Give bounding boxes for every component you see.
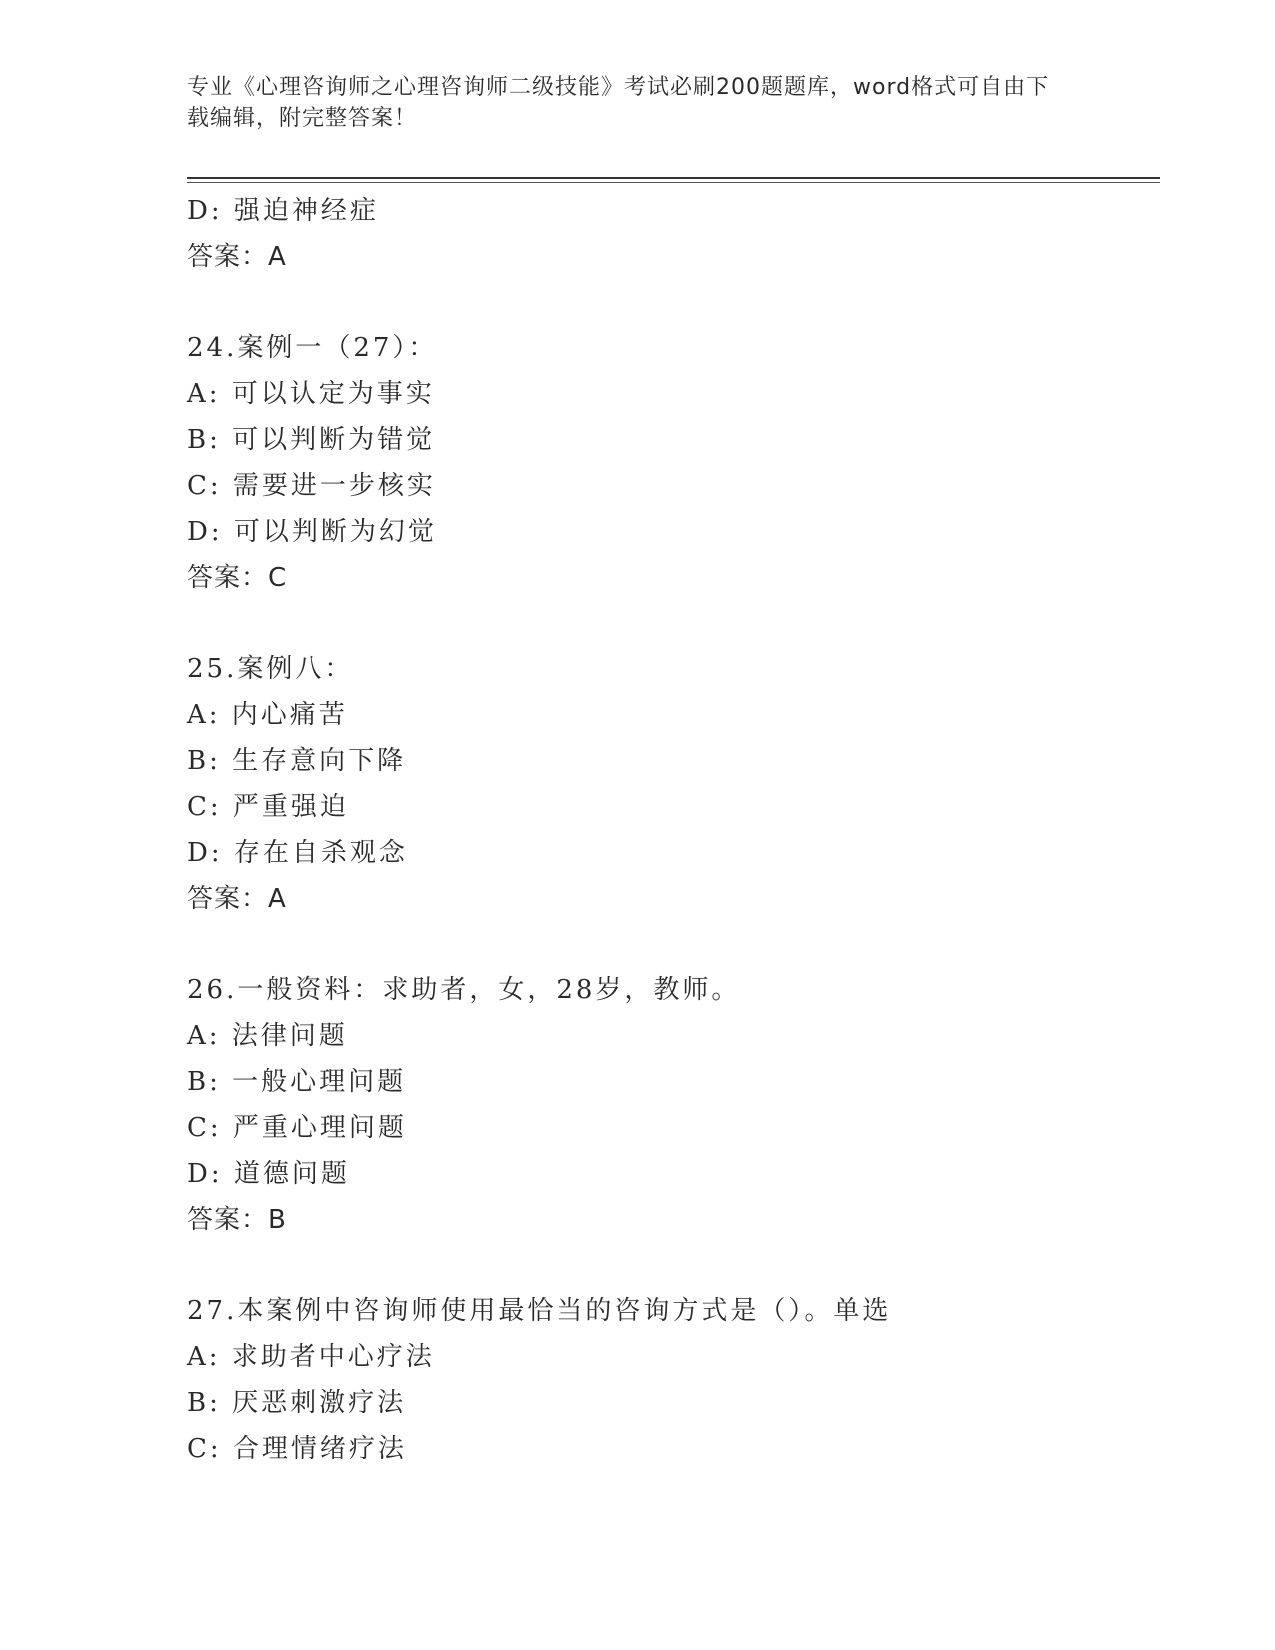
option-c: C: 合理情绪疗法 — [187, 1434, 407, 1464]
header-rule-thick — [187, 177, 1160, 179]
question-stem: 27.本案例中咨询师使用最恰当的咨询方式是（）。单选 — [187, 1296, 892, 1326]
option-a: A: 内心痛苦 — [187, 700, 348, 730]
option-a: A: 法律问题 — [187, 1021, 348, 1051]
option-b: B: 生存意向下降 — [187, 746, 407, 776]
answer-line: 答案：A — [187, 242, 287, 272]
header-rule-thin — [187, 182, 1160, 183]
question-list — [187, 188, 1147, 1472]
answer-line: 答案：B — [187, 1205, 287, 1235]
option-c: C: 严重心理问题 — [187, 1113, 407, 1143]
option-c: C: 严重强迫 — [187, 792, 349, 822]
option-d: D: 道德问题 — [187, 1159, 350, 1189]
option-d: D: 可以判断为幻觉 — [187, 517, 437, 547]
option-b: B: 厌恶刺激疗法 — [187, 1388, 407, 1418]
answer-line: 答案：A — [187, 884, 287, 914]
option-b: B: 一般心理问题 — [187, 1067, 407, 1097]
document-header: 专业《心理咨询师之心理咨询师二级技能》考试必刷200题题库，word格式可自由下载编辑，附完整答案！ — [187, 75, 1050, 131]
question-stem: 25.案例八： — [187, 654, 354, 684]
question-stem: 26.一般资料：求助者，女，28岁，教师。 — [187, 975, 741, 1005]
question-stem: 24.案例一（27）： — [187, 333, 438, 363]
option-c: C: 需要进一步核实 — [187, 471, 436, 501]
option-a: A: 可以认定为事实 — [187, 379, 435, 409]
option-d: D: 存在自杀观念 — [187, 838, 408, 868]
option-d: D: 强迫神经症 — [187, 196, 379, 226]
option-b: B: 可以判断为错觉 — [187, 425, 436, 455]
answer-line: 答案：C — [187, 563, 288, 593]
option-a: A: 求助者中心疗法 — [187, 1342, 435, 1372]
